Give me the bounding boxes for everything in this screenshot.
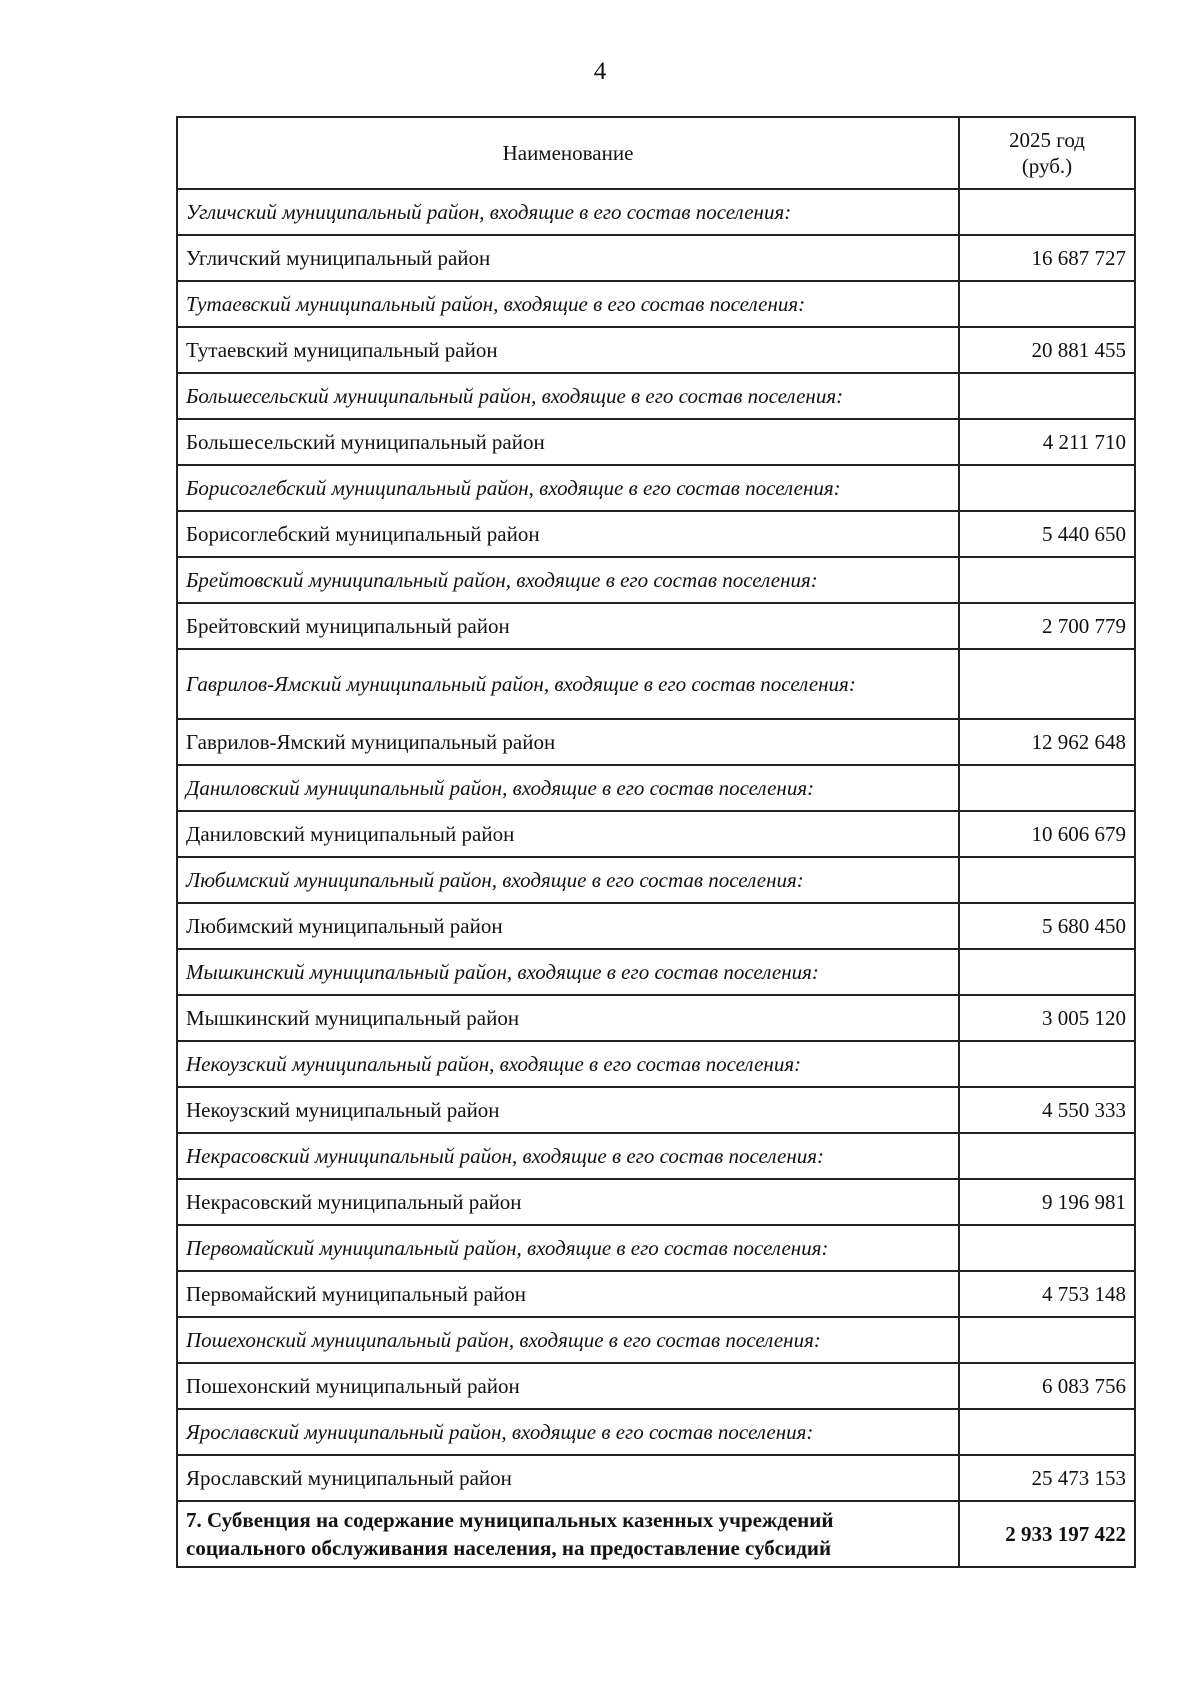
group-heading-cell: Мышкинский муниципальный район, входящие в его состав поселения: bbox=[177, 949, 959, 995]
group-heading-row bbox=[177, 1041, 1135, 1087]
group-heading-row bbox=[177, 765, 1135, 811]
page-number: 4 bbox=[593, 58, 607, 85]
group-heading-row bbox=[177, 1133, 1135, 1179]
amount-cell bbox=[959, 1409, 1135, 1455]
group-heading-row bbox=[177, 1225, 1135, 1271]
amount-cell bbox=[959, 857, 1135, 903]
table-row bbox=[177, 511, 1135, 557]
group-heading-row bbox=[177, 557, 1135, 603]
group-heading-cell: Некрасовский муниципальный район, входящие в его состав поселения: bbox=[177, 1133, 959, 1179]
district-name-cell: Первомайский муниципальный район bbox=[177, 1271, 959, 1317]
amount-cell bbox=[959, 189, 1135, 235]
amount-cell bbox=[959, 1041, 1135, 1087]
total-row bbox=[177, 1501, 1135, 1567]
table-row bbox=[177, 995, 1135, 1041]
district-name-cell: Угличский муниципальный район bbox=[177, 235, 959, 281]
amount-cell bbox=[959, 1317, 1135, 1363]
amount-cell bbox=[959, 373, 1135, 419]
table-row bbox=[177, 1271, 1135, 1317]
district-name-cell: Любимский муниципальный район bbox=[177, 903, 959, 949]
amount-cell bbox=[959, 765, 1135, 811]
amount-cell: 16 687 727 bbox=[959, 235, 1135, 281]
header-name: Наименование bbox=[177, 117, 959, 189]
table-row bbox=[177, 811, 1135, 857]
amount-cell: 4 211 710 bbox=[959, 419, 1135, 465]
amount-cell: 25 473 153 bbox=[959, 1455, 1135, 1501]
district-name-cell: Даниловский муниципальный район bbox=[177, 811, 959, 857]
district-name-cell: Пошехонский муниципальный район bbox=[177, 1363, 959, 1409]
group-heading-cell: Ярославский муниципальный район, входящие в его состав поселения: bbox=[177, 1409, 959, 1455]
header-year bbox=[959, 117, 1135, 189]
amount-cell bbox=[959, 465, 1135, 511]
amount-cell bbox=[959, 649, 1135, 719]
group-heading-cell: Даниловский муниципальный район, входящие в его состав поселения: bbox=[177, 765, 959, 811]
group-heading-cell: Тутаевский муниципальный район, входящие в его состав поселения: bbox=[177, 281, 959, 327]
table-row bbox=[177, 1087, 1135, 1133]
district-name-cell: Борисоглебский муниципальный район bbox=[177, 511, 959, 557]
amount-cell bbox=[959, 281, 1135, 327]
amount-cell bbox=[959, 557, 1135, 603]
group-heading-cell: Некоузский муниципальный район, входящие в его состав поселения: bbox=[177, 1041, 959, 1087]
group-heading-cell: Большесельский муниципальный район, входящие в его состав поселения: bbox=[177, 373, 959, 419]
table-row bbox=[177, 1455, 1135, 1501]
table-row bbox=[177, 1179, 1135, 1225]
budget-table bbox=[176, 116, 1136, 1568]
table-header-row bbox=[177, 117, 1135, 189]
amount-cell: 6 083 756 bbox=[959, 1363, 1135, 1409]
group-heading-row bbox=[177, 649, 1135, 719]
table-row bbox=[177, 603, 1135, 649]
group-heading-row bbox=[177, 465, 1135, 511]
amount-cell: 5 680 450 bbox=[959, 903, 1135, 949]
group-heading-row bbox=[177, 857, 1135, 903]
amount-cell bbox=[959, 1225, 1135, 1271]
group-heading-cell: Первомайский муниципальный район, входящие в его состав поселения: bbox=[177, 1225, 959, 1271]
amount-cell: 2 700 779 bbox=[959, 603, 1135, 649]
table-row bbox=[177, 327, 1135, 373]
table-row bbox=[177, 719, 1135, 765]
district-name-cell: Некоузский муниципальный район bbox=[177, 1087, 959, 1133]
amount-cell: 9 196 981 bbox=[959, 1179, 1135, 1225]
group-heading-row bbox=[177, 281, 1135, 327]
amount-cell: 4 753 148 bbox=[959, 1271, 1135, 1317]
table-row bbox=[177, 419, 1135, 465]
group-heading-cell: Борисоглебский муниципальный район, входящие в его состав поселения: bbox=[177, 465, 959, 511]
amount-cell bbox=[959, 949, 1135, 995]
total-name-cell: 7. Субвенция на содержание муниципальных казенных учреждений социального обслуживания населения, на предоставление субсидий bbox=[177, 1501, 959, 1567]
district-name-cell: Некрасовский муниципальный район bbox=[177, 1179, 959, 1225]
district-name-cell: Брейтовский муниципальный район bbox=[177, 603, 959, 649]
amount-cell: 5 440 650 bbox=[959, 511, 1135, 557]
group-heading-cell: Угличский муниципальный район, входящие в его состав поселения: bbox=[177, 189, 959, 235]
total-amount-cell: 2 933 197 422 bbox=[959, 1501, 1135, 1567]
group-heading-cell: Гаврилов-Ямский муниципальный район, входящие в его состав поселения: bbox=[177, 649, 959, 719]
amount-cell: 20 881 455 bbox=[959, 327, 1135, 373]
header-year-unit: (руб.) bbox=[1021, 154, 1073, 178]
header-year-label: 2025 год bbox=[1009, 128, 1085, 152]
group-heading-cell: Любимский муниципальный район, входящие в его состав поселения: bbox=[177, 857, 959, 903]
table-row bbox=[177, 235, 1135, 281]
group-heading-row bbox=[177, 189, 1135, 235]
group-heading-row bbox=[177, 949, 1135, 995]
district-name-cell: Большесельский муниципальный район bbox=[177, 419, 959, 465]
group-heading-row bbox=[177, 1317, 1135, 1363]
group-heading-cell: Пошехонский муниципальный район, входящие в его состав поселения: bbox=[177, 1317, 959, 1363]
table-row bbox=[177, 903, 1135, 949]
amount-cell bbox=[959, 1133, 1135, 1179]
amount-cell: 12 962 648 bbox=[959, 719, 1135, 765]
group-heading-row bbox=[177, 373, 1135, 419]
group-heading-row bbox=[177, 1409, 1135, 1455]
amount-cell: 3 005 120 bbox=[959, 995, 1135, 1041]
district-name-cell: Тутаевский муниципальный район bbox=[177, 327, 959, 373]
district-name-cell: Ярославский муниципальный район bbox=[177, 1455, 959, 1501]
amount-cell: 10 606 679 bbox=[959, 811, 1135, 857]
amount-cell: 4 550 333 bbox=[959, 1087, 1135, 1133]
district-name-cell: Мышкинский муниципальный район bbox=[177, 995, 959, 1041]
table-row bbox=[177, 1363, 1135, 1409]
group-heading-cell: Брейтовский муниципальный район, входящие в его состав поселения: bbox=[177, 557, 959, 603]
district-name-cell: Гаврилов-Ямский муниципальный район bbox=[177, 719, 959, 765]
